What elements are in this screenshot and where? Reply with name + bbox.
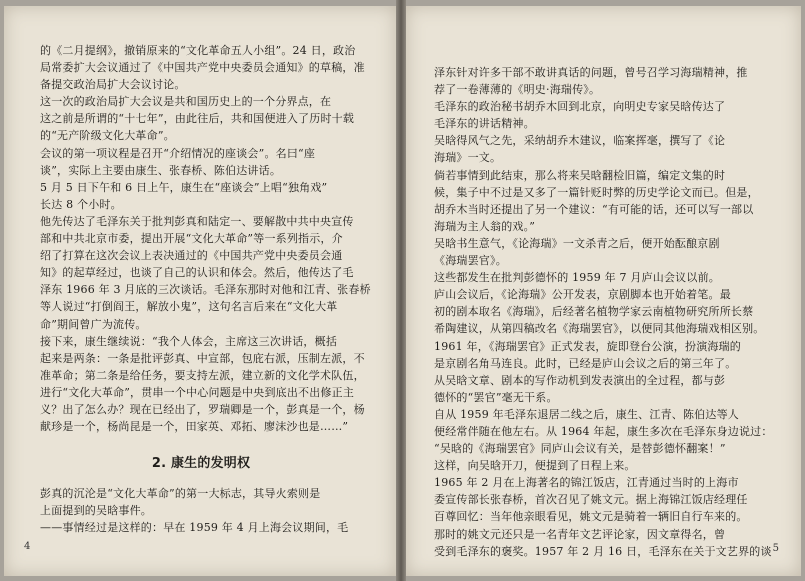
text-line: 彭真的沉沦是“文化大革命”的第一大标志，其导火索则是 xyxy=(40,487,321,501)
book-spine xyxy=(396,0,406,581)
text-line: 这一次的政治局扩大会议是共和国历史上的一个分界点，在 xyxy=(40,95,332,109)
text-line: 从吴晗文章、剧本的写作动机到发表演出的全过程，都与彭 xyxy=(434,373,726,387)
text-line: 他先传达了毛泽东关于批判彭真和陆定一、要解散中共中央宣传 xyxy=(40,214,354,228)
text-line: 泽东 1966 年 3 月底的三次谈话。毛泽东那时对他和江青、张春桥 xyxy=(40,283,371,297)
text-line: 的《二月提纲》，撤销原来的“文化革命五人小组”。24 日，政治 xyxy=(40,44,356,57)
text-line: 初的剧本取名《海瑞》，后经著名植物学家云南植物研究所所长蔡 xyxy=(434,305,754,319)
text-line: 毛泽东的讲话精神。 xyxy=(434,117,535,131)
text-line: 那时的姚文元还只是一名青年文艺评论家，因文章得名，曾 xyxy=(434,527,726,541)
text-line: 《海瑞罢官》。 xyxy=(434,254,507,268)
text-line: 庐山会议后，《论海瑞》公开发表，京剧脚本也开始着笔。最 xyxy=(434,288,731,302)
right-page xyxy=(406,6,801,576)
text-line: 海瑞为主人翁的戏。” xyxy=(434,219,536,233)
text-line: 受到毛泽东的褒奖。1957 年 2 月 16 日，毛泽东在关于文艺界的谈 xyxy=(434,544,772,558)
text-line: 百尊回忆：当年他亲眼看见，姚文元是骑着一辆旧自行车来的。 xyxy=(434,510,748,524)
text-line: 义？出了怎么办？现在已经出了，罗瑞卿是一个，彭真是一个，杨 xyxy=(40,402,365,416)
text-line: 胡乔木当时还提出了另一个建议：“有可能的话，还可以写一部以 xyxy=(434,202,754,216)
text-line: 1965 年 2 月在上海著名的锦江饭店，江青通过当时的上海市 xyxy=(434,476,739,490)
text-line: 局常委扩大会议通过了《中国共产党中央委员会通知》的草稿，准 xyxy=(40,61,365,75)
text-line: 会议的第一项议程是召开“介绍情况的座谈会”。名曰“座 xyxy=(40,146,316,160)
text-line: 倘若事情到此结束，那么将来吴晗翻检旧篇，编定文集的时 xyxy=(434,168,726,182)
text-line: 5 月 5 日下午和 6 日上午，康生在“座谈会”上唱“独角戏” xyxy=(40,180,328,194)
page-number-right: 5 xyxy=(772,543,779,554)
text-line: 准革命；第二条是给任务，要支持左派，建立新的文化学术队伍， xyxy=(40,368,365,382)
text-line: 这些都发生在批判彭德怀的 1959 年 7 月庐山会议以前。 xyxy=(434,271,720,285)
right-paragraphs xyxy=(434,64,774,560)
text-line: 毛泽东的政治秘书胡乔木回到北京，向明史专家吴晗传达了 xyxy=(434,100,726,114)
text-line: 荐了一卷薄薄的《明史·海瑞传》。 xyxy=(434,83,601,97)
text-line: 接下来，康生继续说：“我个人体会，主席这三次讲话，概括 xyxy=(40,334,338,348)
text-line: 便经常伴随在他左右。从 1964 年起，康生多次在毛泽东身边说过： xyxy=(434,424,773,438)
text-line: 这之前是所谓的“十七年”，由此往后，共和国便进入了历时十载 xyxy=(40,112,355,126)
left-page xyxy=(4,6,396,576)
text-line: 知》的起草经过，也谈了自己的认识和体会。然后，他传达了毛 xyxy=(40,266,354,280)
text-line: 献珍是一个，杨尚昆是一个，田家英、邓拓、廖沫沙也是……” xyxy=(40,420,349,434)
text-line: 上面提到的吴晗事件。 xyxy=(40,504,152,518)
page-number-left: 4 xyxy=(24,541,31,552)
right-page-body xyxy=(434,64,774,560)
text-line: 是京剧名角马连良。此时，已经是庐山会议之后的第三年了。 xyxy=(434,356,737,370)
text-line: 起来是两条：一条是批评彭真、中宣部，包庇右派，压制左派，不 xyxy=(40,351,365,365)
text-line: 希陶建议，从第四稿改名《海瑞罢官》，以便同其他海瑞戏相区别。 xyxy=(434,322,765,336)
text-line: 吴晗书生意气，《论海瑞》一文杀青之后，便开始酝酿京剧 xyxy=(434,236,720,250)
text-line: 备提交政治局扩大会议讨论。 xyxy=(40,78,186,92)
left-page-body xyxy=(40,42,371,536)
left-paragraphs-bottom xyxy=(40,485,362,536)
text-line: 绍了打算在这次会议上表决通过的《中国共产党中央委员会通 xyxy=(40,249,343,263)
text-line: 泽东针对许多干部不敢讲真话的问题，曾号召学习海瑞精神，推 xyxy=(434,66,748,79)
section-title: 2. 康生的发明权 xyxy=(151,456,251,472)
text-line: 等人说过“打倒阎王，解放小鬼”，这句名言后来在“文化大革 xyxy=(40,300,338,314)
text-line: 德怀的“罢官”毫无干系。 xyxy=(434,390,558,404)
text-line: 吴晗得风气之先，采纳胡乔木建议，临案挥毫，撰写了《论 xyxy=(434,134,726,148)
text-line: 命”期间曾广为流传。 xyxy=(40,317,147,331)
text-line: 的“无产阶级文化大革命”。 xyxy=(40,129,175,143)
text-line: 谈”，实际上主要由康生、张春桥、陈伯达讲话。 xyxy=(40,163,282,177)
text-line: 候，集子中不过是又多了一篇针贬时弊的历史学论文而已。但是， xyxy=(434,185,759,199)
text-line: 进行“文化大革命”，贯串一个中心问题是中央到底出不出修正主 xyxy=(40,385,355,399)
text-line: 这样，向吴晗开刀，便提到了日程上来。 xyxy=(434,459,636,473)
text-line: 自从 1959 年毛泽东退居二线之后，康生、江青、陈伯达等人 xyxy=(434,407,739,421)
text-line: 委宣传部长张春桥，首次召见了姚文元。据上海锦江饭店经理任 xyxy=(434,493,748,507)
left-paragraphs-top xyxy=(40,42,371,435)
text-line: 1961 年，《海瑞罢官》正式发表，旋即登台公演，扮演海瑞的 xyxy=(434,339,741,353)
text-line: “吴晗的《海瑞罢官》同庐山会议有关，是替彭德怀翻案！” xyxy=(434,442,726,456)
text-line: 长达 8 个小时。 xyxy=(40,197,122,211)
text-line: 部和中共北京市委，提出开展“文化大革命”等一系列指示，介 xyxy=(40,232,343,246)
text-line: 海瑞》一文。 xyxy=(434,151,502,165)
text-line: ——事情经过是这样的：早在 1959 年 4 月上海会议期间，毛 xyxy=(40,521,349,535)
